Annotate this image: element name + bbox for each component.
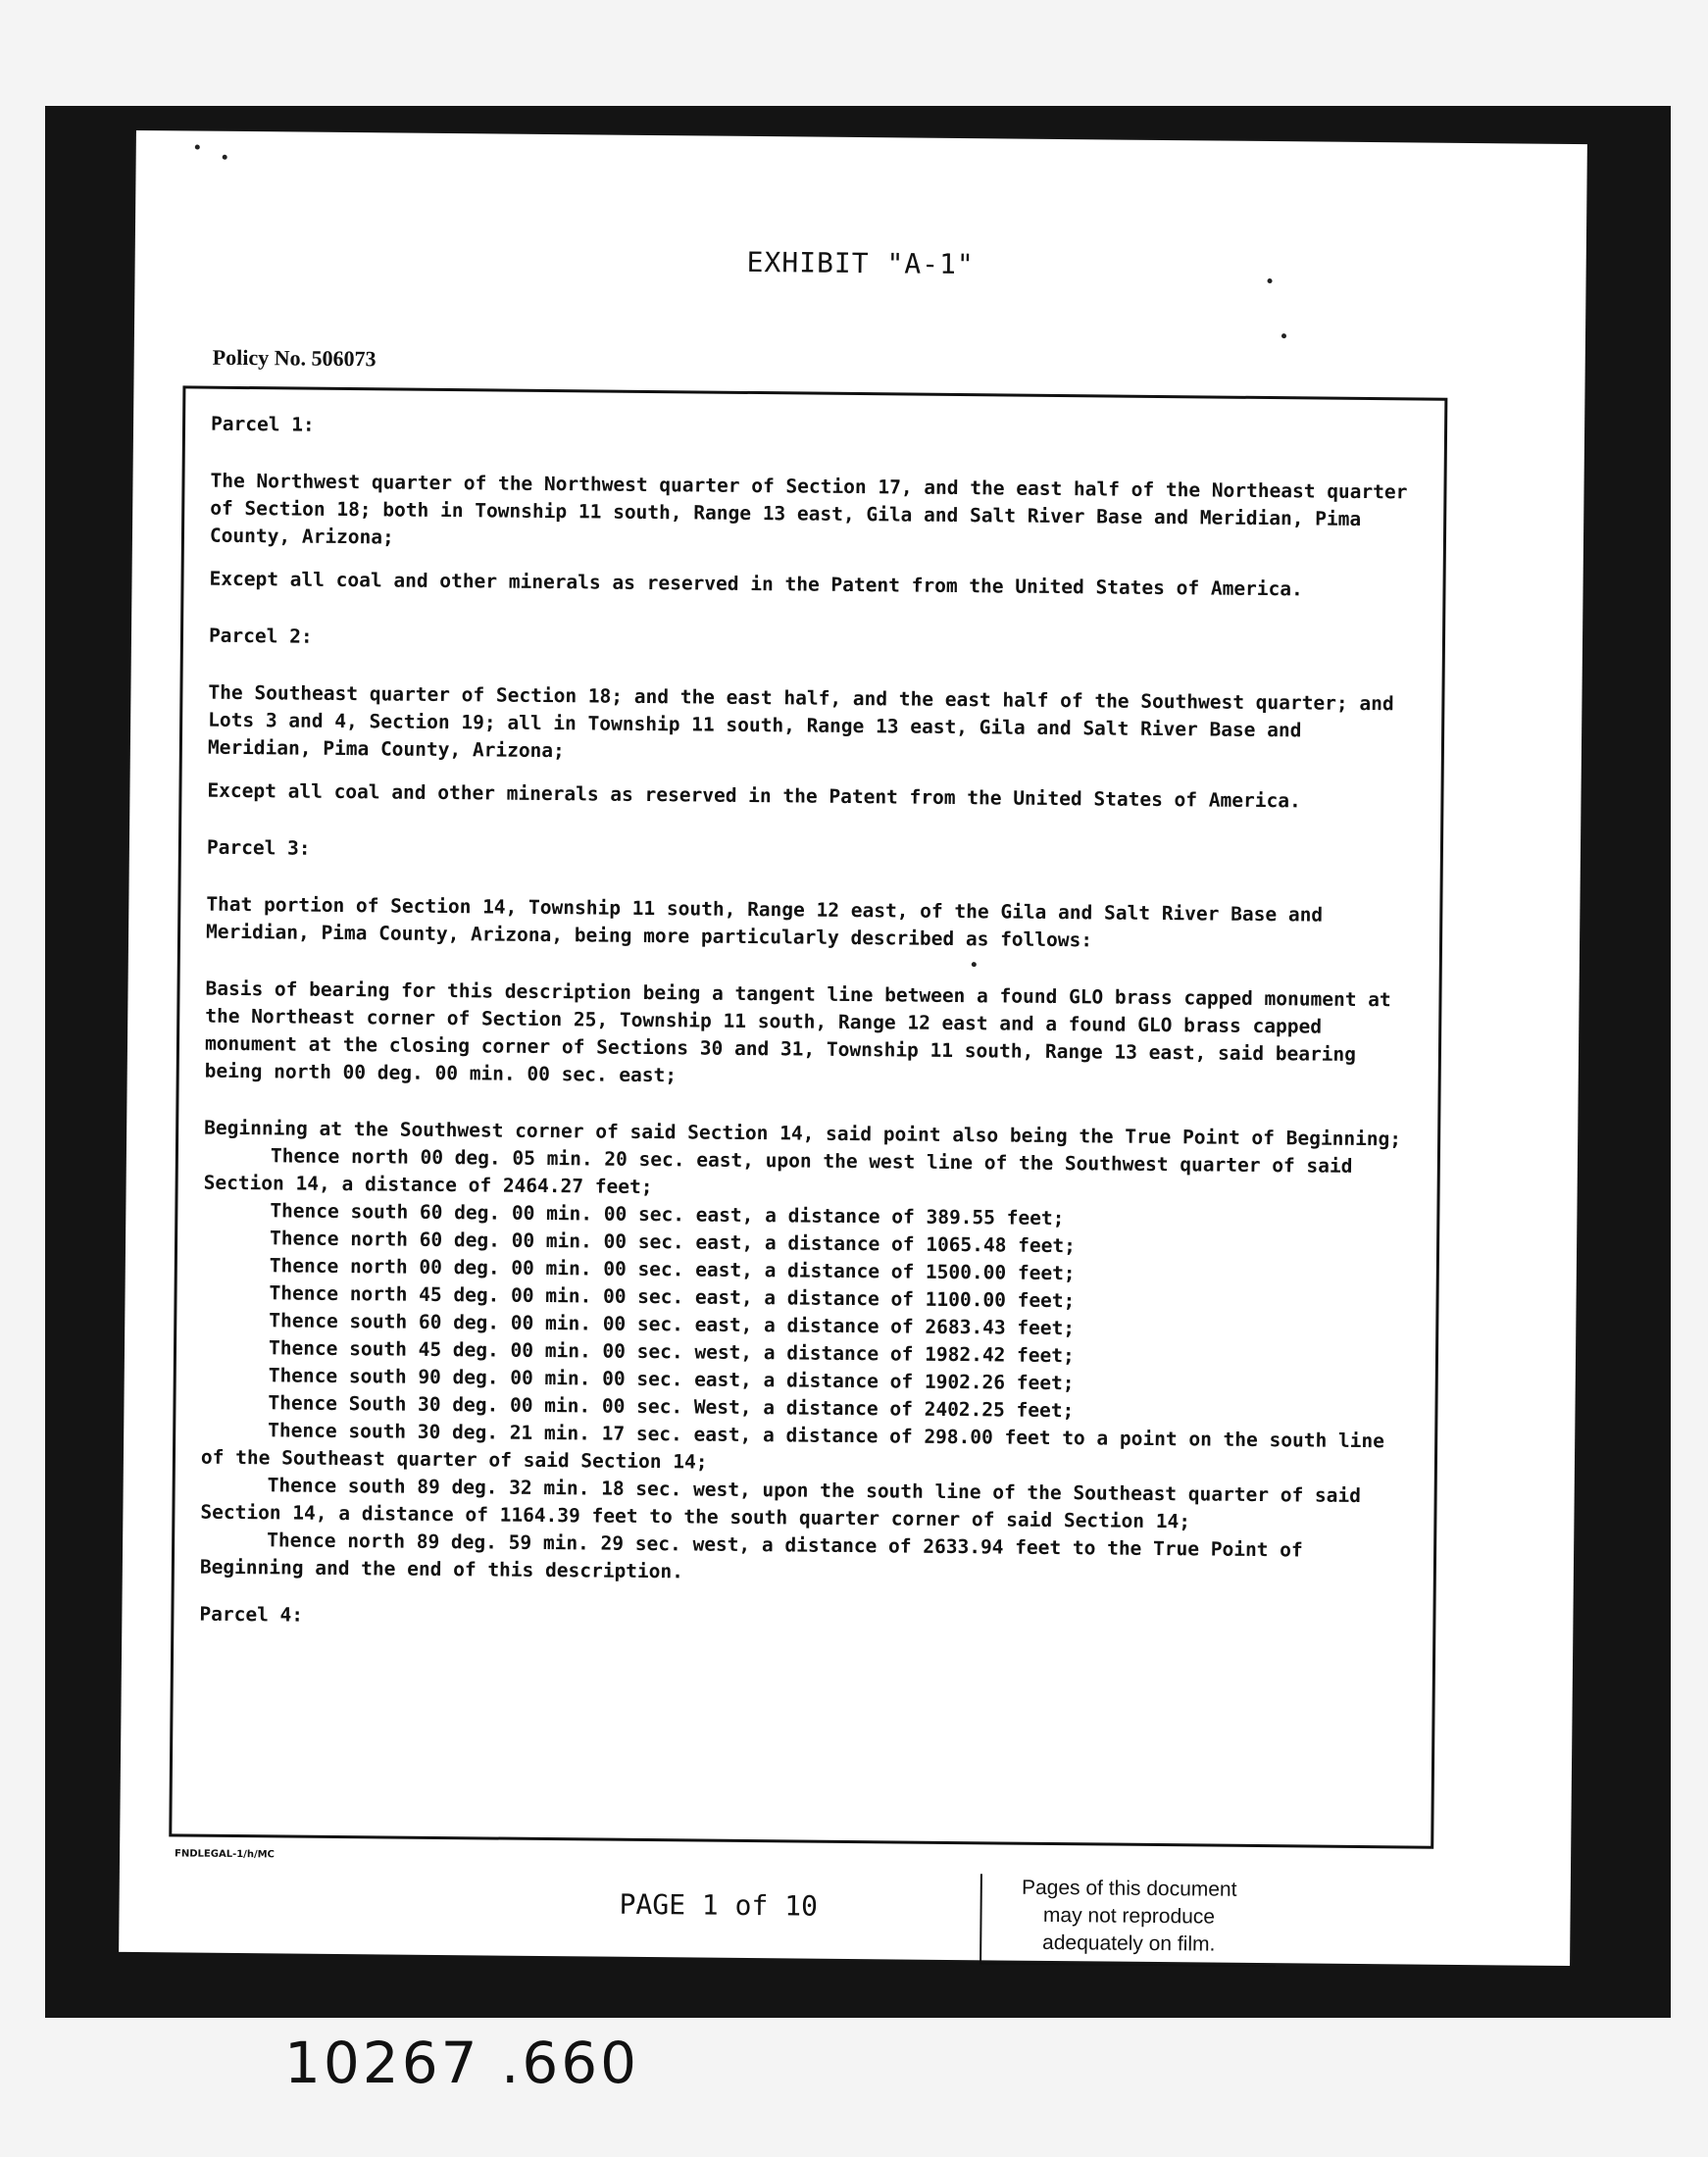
policy-label: Policy No. (212, 344, 307, 371)
parcel-1-label: Parcel 1: (210, 412, 315, 436)
page-number: PAGE 1 of 10 (619, 1887, 819, 1923)
point-of-beginning: Beginning at the Southwest corner of said Section 14, said point also being the True Point of Beginning; (204, 1116, 1402, 1151)
call-line: Thence south 45 deg. 00 min. 00 sec. west, a distance of 1982.42 feet; (268, 1336, 1075, 1368)
call-line: Thence south 30 deg. 21 min. 17 sec. east, a distance of 298.00 feet to a point on the south line of the Southeast quarter of said Section 14; (200, 1419, 1385, 1474)
call-line: Thence South 30 deg. 00 min. 00 sec. West, a distance of 2402.25 feet; (268, 1391, 1075, 1423)
call-line: Thence north 89 deg. 59 min. 29 sec. west, a distance of 2633.94 feet to the True Point of Beginning and the end of this description. (199, 1529, 1303, 1583)
film-quality-note (980, 1874, 1277, 1967)
scan-speck (972, 962, 977, 967)
parcel-4-label: Parcel 4: (199, 1602, 304, 1627)
film-note-line: Pages of this document (1021, 1876, 1237, 1901)
metes-and-bounds-calls (200, 1142, 1412, 1593)
parcel-2-description: The Southeast quarter of Section 18; and the east half, and the east half of the Southwest quarter; and Lots 3 and 4, Section 19; all in Township 11 south, Range 13 east, Gila and Salt River Base and Meridian, Pima County, Arizona; (207, 680, 1394, 763)
policy-value: 506073 (311, 345, 377, 372)
call-line: Thence north 45 deg. 00 min. 00 sec. east, a distance of 1100.00 feet; (269, 1281, 1076, 1313)
document-page (119, 130, 1587, 1966)
film-note-line: adequately on film. (1041, 1931, 1216, 1956)
scan-speck (223, 155, 227, 160)
call-line: Thence south 90 deg. 00 min. 00 sec. east, a distance of 1902.26 feet; (268, 1364, 1075, 1395)
exhibit-title: EXHIBIT "A-1" (746, 245, 975, 281)
parcel-1-exception: Except all coal and other minerals as reserved in the Patent from the United States of America. (209, 567, 1303, 601)
scan-speck (1281, 333, 1286, 338)
call-line: Thence south 60 deg. 00 min. 00 sec. east, a distance of 2683.43 feet; (269, 1309, 1076, 1340)
parcel-1-description: The Northwest quarter of the Northwest quarter of Section 17, and the east half of the Northeast quarter of Section 18; both in Township 11 south, Range 13 east, Gila and Salt River Base and Meridian, Pima County, Arizona; (209, 469, 1408, 549)
call-line: Thence north 00 deg. 00 min. 00 sec. east, a distance of 1500.00 feet; (269, 1254, 1076, 1285)
policy-number (213, 345, 377, 373)
call-line: Thence north 00 deg. 05 min. 20 sec. east, upon the west line of the Southwest quarter of said Section 14, a distance of 2464.27 feet; (203, 1144, 1353, 1199)
parcel-3-description: That portion of Section 14, Township 11 south, Range 12 east, of the Gila and Salt River Base and Meridian, Pima County, Arizona, being more particularly described as follows: (205, 892, 1324, 952)
scan-speck (195, 145, 200, 150)
legal-description-box (169, 385, 1447, 1848)
call-line: Thence north 60 deg. 00 min. 00 sec. east, a distance of 1065.48 feet; (270, 1227, 1076, 1258)
form-code: FNDLEGAL-1/h/MC (175, 1848, 275, 1861)
call-line: Thence south 89 deg. 32 min. 18 sec. west, upon the south line of the Southeast quarter of said Section 14, a distance of 1164.39 feet to the south quarter corner of said Section 14; (200, 1474, 1362, 1533)
call-line: Thence south 60 deg. 00 min. 00 sec. east, a distance of 389.55 feet; (270, 1199, 1065, 1230)
basis-of-bearing: Basis of bearing for this description being a tangent line between a found GLO brass capped monument at the Northeast corner of Section 25, Township 11 south, Range 12 east and a found GLO brass capped monument at the closing corner of Sections 30 and 31, Township 11 south, Range 13 east, said bearing being north 00 deg. 00 min. 00 sec. east; (204, 977, 1391, 1087)
parcel-2-exception: Except all coal and other minerals as reserved in the Patent from the United States of America. (207, 778, 1301, 813)
parcel-3-label: Parcel 3: (206, 835, 311, 860)
document-number: 10267 .660 (284, 2030, 640, 2096)
film-note-line: may not reproduce (1042, 1903, 1216, 1929)
parcel-2-label: Parcel 2: (208, 624, 313, 648)
scan-speck (1268, 278, 1273, 283)
